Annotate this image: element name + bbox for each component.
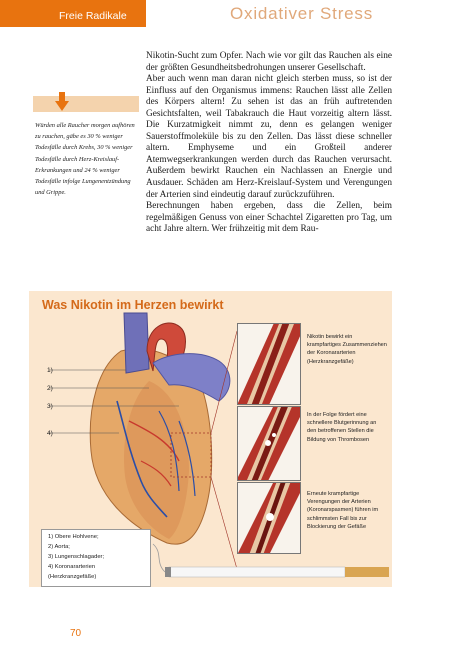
panel-caption-3: Erneute krampfartige Verengungen der Arterien (Koronarspasmen) führen im schlimmsten Fall bis zur Blockierung der Gefäße [307,491,379,530]
artery-panel-3 [237,482,301,554]
sidebar-band [33,96,139,112]
artery-cross-section-2 [238,407,300,480]
body-text [146,51,392,236]
legend-item: (Herzkranzgefäße) [48,574,97,580]
figure-box [29,291,392,587]
paragraph: Aber auch wenn man daran nicht gleich sterben muss, so ist der Einfluss auf den Organismus immens: Rauchen lässt alle Zellen des Körpers altern! Zu sehen ist das an früh auftretenden Gesichtsfalten, weil Tabakrauch die Haut vorzeitig altern lässt. Die Kurzatmigkeit nimmt zu, denn es gelangen weniger Sauerstoffmoleküle bis zu den Zellen. Das lässt diese schneller altern. Emphyseme und ein Großteil anderer Atemwegserkrankungen werden durch das Rauchen verursacht. Außerdem bewirkt Rauchen ein Nachlassen an Energie und Ausdauer. Schäden am Herz-Kreislauf-System und Verengungen der Arterien sind eindeutig darauf zurückzuführen. [146,74,392,200]
legend-item: 3) Lungenschlagader; [48,554,105,560]
artery-panel-1 [237,323,301,405]
page-number: 70 [70,628,82,639]
sidebar-note: Würden alle Raucher morgen aufhören zu rauchen, gäbe es 30 % weniger Todesfälle durch Krebs, 30 % weniger Todesfälle durch Herz-Kreislauf-Erkrankungen und 24 % weniger Todesfälle infolge Lungenentzündung und Grippe. [35,122,135,197]
marker-1: 1) [47,367,53,374]
figure-title: Was Nikotin im Herzen bewirkt [42,298,224,312]
marker-4: 4) [47,430,53,437]
legend-item: 1) Obere Hohlvene; [48,534,99,540]
paragraph: Nikotin-Sucht zum Opfer. Nach wie vor gilt das Rauchen als eine der größten Gesundheitsbedrohungen unserer Gesellschaft. [146,51,392,73]
artery-cross-section-3 [238,483,300,553]
artery-panel-2 [237,406,301,481]
marker-3: 3) [47,403,53,410]
section-label: Freie Radikale [59,10,127,22]
down-arrow-icon [55,92,69,112]
legend-item: 4) Koronararterien [48,564,96,570]
legend-item: 2) Aorta; [48,544,70,550]
panel-caption-1: Nikotin bewirkt ein krampfartiges Zusammenziehen der Koronararterien (Herzkranzgefäße) [307,334,387,365]
paragraph: Berechnungen haben ergeben, dass die Zellen, beim regelmäßigen Genuss von einer Schachtel Zigaretten pro Tag, um acht Jahre altern. Wer frühzeitig mit dem Rau- [146,201,392,235]
page-title: Oxidativer Stress [230,4,374,23]
legend-box [41,529,151,587]
panel-caption-2: In der Folge fördert eine schnellere Blutgerinnung an den betroffenen Stellen die Bildung von Thrombosen [307,412,377,443]
artery-cross-section-1 [238,324,300,404]
marker-2: 2) [47,385,53,392]
